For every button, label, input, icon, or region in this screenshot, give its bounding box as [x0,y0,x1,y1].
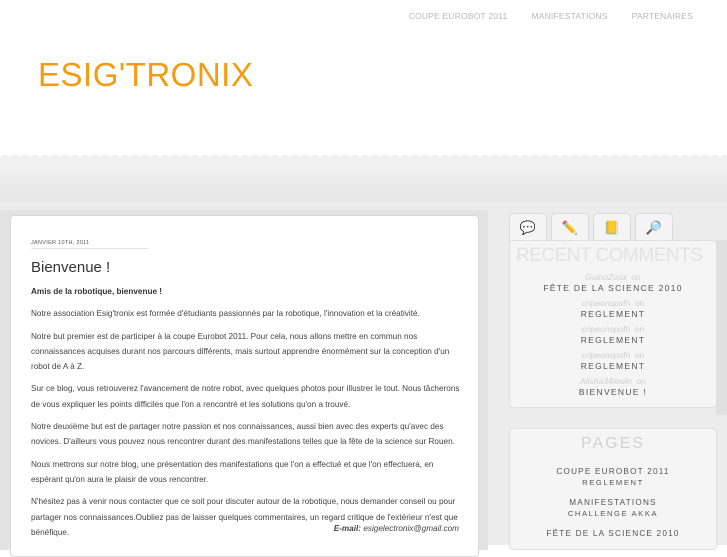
email-label: E-mail: [333,524,362,533]
post-article [10,215,479,557]
post-paragraph: Notre association Esig'tronix est formée d'étudiants passionnés par la robotique, l'innovation et la créativité. [31,309,420,319]
sidebar-tabs [509,213,673,242]
header-stripe [0,163,727,201]
contact-email [334,524,459,533]
post-date: JANVIER 10TH, 2011 [31,240,90,246]
nav-partenaires[interactable]: PARTENAIRES [631,11,693,21]
comment-item [510,271,716,293]
notebook-icon[interactable]: 📒 [593,213,631,242]
scalloped-border [0,155,727,167]
speech-bubble-icon[interactable]: 💬 [509,213,547,242]
comment-item [510,297,716,319]
post-paragraph: N'hésitez pas à venir nous contacter que ce soit pour discuter autour de la robotique, nous demander conseil ou pour partager nos connaissances.Oubliez pas de laisser quelques commentaires, un regard critique de l'extérieur n'est que bénéfique. [31,497,458,537]
comment-post-link[interactable]: REGLEMENT [580,335,646,345]
comment-item [510,375,716,397]
comment-on: on [634,324,645,334]
pages-widget [509,428,717,550]
sidebar-edge [716,240,727,415]
search-icon[interactable]: 🔎 [635,213,673,242]
post-paragraph: Sur ce blog, vous retrouverez l'avancement de notre robot, avec quelques photos pour illustrer le tout. Nous tâcherons de vous expliquer les points difficiles que l'on a rencontré et les solutions qu'on a trouvé. [31,384,460,409]
comment-post-link[interactable]: REGLEMENT [580,309,646,319]
comment-on: on [636,376,646,386]
recent-comments-title: RECENT COMMENTS [516,245,703,266]
comment-on: on [634,298,645,308]
page-link-challenge-akka[interactable]: CHALLENGE AKKA [567,509,659,518]
post-lead: Amis de la robotique, bienvenue ! [31,287,163,296]
post-body [31,284,461,547]
comment-post-link[interactable]: REGLEMENT [580,361,646,371]
comment-on: on [631,272,641,282]
nav-coupe-eurobot[interactable]: COUPE EUROBOT 2011 [408,11,508,21]
comment-post-link[interactable]: FÊTE DE LA SCIENCE 2010 [543,283,683,293]
recent-comments-list [510,271,716,401]
page-link-coupe-eurobot[interactable]: COUPE EUROBOT 2011 [556,467,670,476]
pages-title: PAGES [581,435,645,452]
comment-on: on [634,350,645,360]
comment-post-link[interactable]: BIENVENUE ! [578,387,648,397]
nav-manifestations[interactable]: MANIFESTATIONS [531,11,608,21]
pages-list [510,466,716,539]
date-divider [31,248,149,249]
comment-author[interactable]: GuinoZoox [585,272,627,282]
page-link-reglement[interactable]: REGLEMENT [582,478,644,487]
comment-author[interactable]: cripeonspofn [581,298,631,308]
comment-item [510,323,716,345]
post-title[interactable]: Bienvenue ! [31,259,111,276]
pencil-icon[interactable]: ✏️ [551,213,589,242]
comment-item [510,349,716,371]
email-address[interactable]: esigelectronix@gmail.com [363,524,459,533]
top-nav [409,11,693,21]
post-paragraph: Nous mettrons sur notre blog, une présentation des manifestations que l'on a effectué et que l'on effectuera, en espérant qu'on aura le plaisir de vous rencontrer. [31,459,434,484]
recent-comments-widget [509,240,717,408]
comment-author[interactable]: cripeonspofn [581,324,631,334]
site-logo[interactable]: ESIG'TRONIX [38,56,254,93]
page-link-manifestations[interactable]: MANIFESTATIONS [569,498,657,507]
comment-author[interactable]: Alisha34lewin [580,376,633,386]
post-paragraph: Notre but premier est de participer à la coupe Eurobot 2011. Pour cela, nous allons mettre en commun nos connaissances acquises durant nos parcours différents, mais surtout apprendre énormément sur la conception d'un robot de A à Z. [31,331,450,372]
page-link-fete-science[interactable]: FÊTE DE LA SCIENCE 2010 [546,529,680,538]
comment-author[interactable]: cripeonspofn [581,350,631,360]
post-paragraph: Notre deuxième but est de partager notre passion et nos connaissances, aussi bien avec des experts qu'avec des novices. D'ailleurs vous pouvez nous rencontrer durant des manifestations telles que la fête de la science sur Rouen. [31,422,455,447]
